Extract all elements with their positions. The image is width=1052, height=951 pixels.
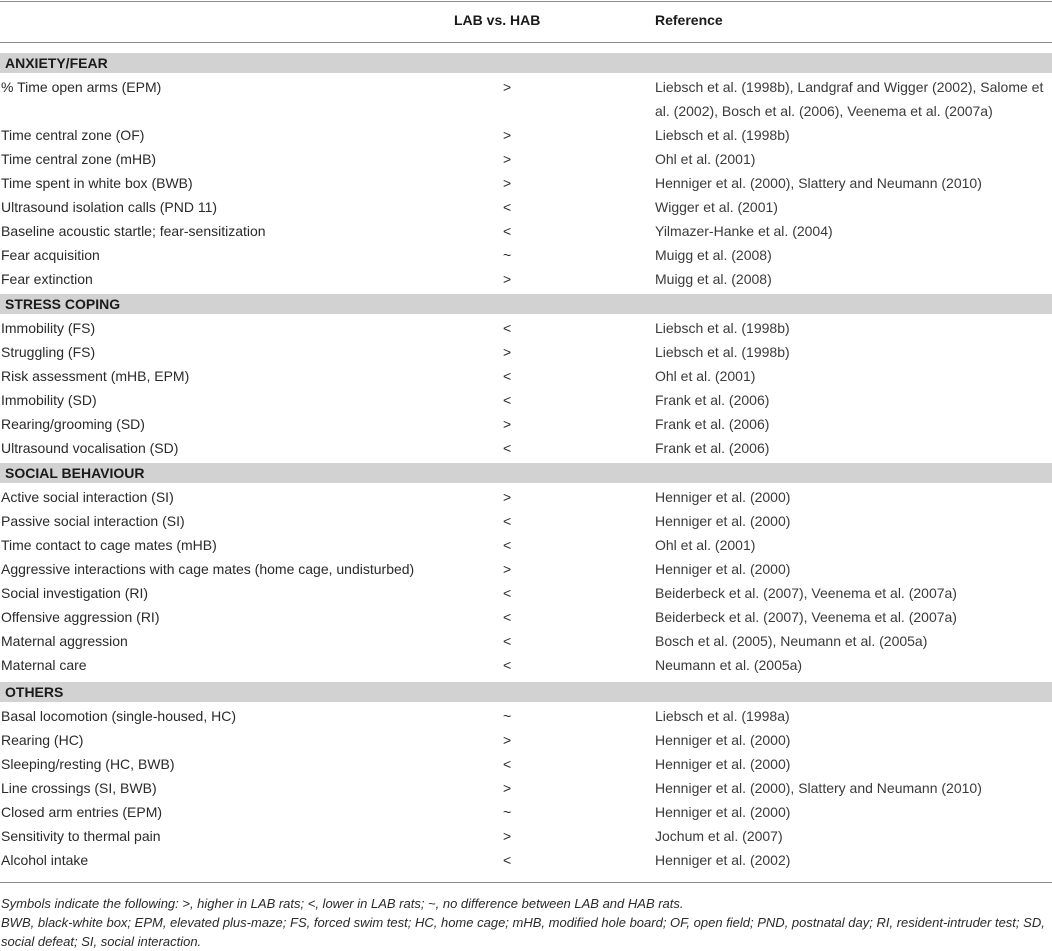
measure-cell: Alcohol intake [1, 852, 89, 868]
section-title: OTHERS [5, 684, 64, 700]
section-header [0, 682, 1052, 702]
table-row [0, 147, 1052, 171]
reference-cell: Henniger et al. (2000) [655, 513, 791, 529]
comparison-cell: ~ [503, 247, 512, 263]
comparison-cell: > [503, 416, 512, 432]
reference-cell: Wigger et al. (2001) [655, 199, 778, 215]
table-row [0, 243, 1052, 267]
section-header [0, 463, 1052, 483]
table-row [0, 605, 1052, 629]
reference-cell: Muigg et al. (2008) [655, 271, 772, 287]
reference-cell: Henniger et al. (2002) [655, 852, 791, 868]
header-rule [0, 42, 1052, 43]
table-row [0, 728, 1052, 752]
comparison-cell: < [503, 513, 512, 529]
measure-cell: Time central zone (OF) [1, 127, 145, 143]
table-row [0, 800, 1052, 824]
column-header-reference: Reference [655, 12, 723, 28]
comparison-cell: < [503, 537, 512, 553]
measure-cell: % Time open arms (EPM) [1, 79, 162, 95]
reference-cell: Muigg et al. (2008) [655, 247, 772, 263]
measure-cell: Struggling (FS) [1, 344, 96, 360]
table-row [0, 388, 1052, 412]
reference-cell: Liebsch et al. (1998b), Landgraf and Wigger (2002), Salome et al. (2002), Bosch et al. (2006), Veenema et al. (2007a) [655, 79, 1044, 119]
measure-cell: Sleeping/resting (HC, BWB) [1, 756, 175, 772]
table-row [0, 509, 1052, 533]
table-row [0, 629, 1052, 653]
reference-cell: Liebsch et al. (1998b) [655, 344, 790, 360]
comparison-cell: > [503, 732, 512, 748]
reference-cell: Henniger et al. (2000) [655, 756, 791, 772]
table-row [0, 364, 1052, 388]
comparison-cell: > [503, 828, 512, 844]
table-row [0, 704, 1052, 728]
measure-cell: Immobility (FS) [1, 320, 96, 336]
reference-cell: Ohl et al. (2001) [655, 368, 756, 384]
footnote-symbols: Symbols indicate the following: >, higher in LAB rats; <, lower in LAB rats; ~, no difference between LAB and HAB rats. [1, 896, 684, 911]
measure-cell: Aggressive interactions with cage mates (home cage, undisturbed) [1, 561, 415, 577]
reference-cell: Neumann et al. (2005a) [655, 657, 803, 673]
measure-cell: Line crossings (SI, BWB) [1, 780, 157, 796]
reference-cell: Beiderbeck et al. (2007), Veenema et al. (2007a) [655, 585, 957, 601]
reference-cell: Bosch et al. (2005), Neumann et al. (2005a) [655, 633, 928, 649]
comparison-cell: < [503, 199, 512, 215]
table-row [0, 653, 1052, 677]
reference-cell: Frank et al. (2006) [655, 440, 770, 456]
table-row [0, 752, 1052, 776]
measure-cell: Maternal aggression [1, 633, 128, 649]
reference-cell: Jochum et al. (2007) [655, 828, 783, 844]
measure-cell: Time spent in white box (BWB) [1, 175, 193, 191]
measure-cell: Fear extinction [1, 271, 93, 287]
section-header [0, 294, 1052, 314]
measure-cell: Rearing (HC) [1, 732, 84, 748]
table-row [0, 776, 1052, 800]
section-title: ANXIETY/FEAR [5, 55, 108, 71]
reference-cell: Henniger et al. (2000) [655, 804, 791, 820]
reference-cell: Liebsch et al. (1998b) [655, 320, 790, 336]
measure-cell: Time central zone (mHB) [1, 151, 157, 167]
section-header [0, 53, 1052, 73]
measure-cell: Offensive aggression (RI) [1, 609, 160, 625]
footnote-abbreviations: BWB, black-white box; EPM, elevated plus-maze; FS, forced swim test; HC, home cage; mHB, modified hole board; OF, open field; PND, postnatal day; RI, resident-intruder test; SD, social defeat; SI, social interaction. [1, 915, 1045, 949]
comparison-cell: < [503, 633, 512, 649]
measure-cell: Sensitivity to thermal pain [1, 828, 161, 844]
comparison-cell: < [503, 657, 512, 673]
table-row [0, 75, 1052, 119]
measure-cell: Basal locomotion (single-housed, HC) [1, 708, 236, 724]
top-rule [0, 1, 1052, 2]
measure-cell: Rearing/grooming (SD) [1, 416, 145, 432]
reference-cell: Liebsch et al. (1998b) [655, 127, 790, 143]
measure-cell: Social investigation (RI) [1, 585, 149, 601]
comparison-cell: < [503, 320, 512, 336]
table-row [0, 123, 1052, 147]
table-row [0, 533, 1052, 557]
reference-cell: Beiderbeck et al. (2007), Veenema et al. (2007a) [655, 609, 957, 625]
comparison-cell: ~ [503, 708, 512, 724]
reference-cell: Ohl et al. (2001) [655, 537, 756, 553]
table-row [0, 581, 1052, 605]
comparison-cell: > [503, 780, 512, 796]
table-row [0, 412, 1052, 436]
column-header-lab-vs-hab: LAB vs. HAB [454, 12, 541, 28]
comparison-cell: < [503, 368, 512, 384]
table-row [0, 557, 1052, 581]
table-row [0, 219, 1052, 243]
table-row [0, 171, 1052, 195]
comparison-cell: < [503, 440, 512, 456]
reference-cell: Frank et al. (2006) [655, 416, 770, 432]
reference-cell: Yilmazer-Hanke et al. (2004) [655, 223, 833, 239]
comparison-cell: > [503, 271, 512, 287]
reference-cell: Henniger et al. (2000), Slattery and Neumann (2010) [655, 780, 982, 796]
comparison-cell: < [503, 756, 512, 772]
comparison-cell: > [503, 175, 512, 191]
table-row [0, 340, 1052, 364]
bottom-rule [0, 882, 1052, 883]
measure-cell: Ultrasound isolation calls (PND 11) [1, 199, 218, 215]
measure-cell: Fear acquisition [1, 247, 100, 263]
table-row [0, 824, 1052, 848]
comparison-cell: > [503, 127, 512, 143]
comparison-cell: < [503, 852, 512, 868]
reference-cell: Henniger et al. (2000) [655, 489, 791, 505]
comparison-cell: < [503, 223, 512, 239]
measure-cell: Closed arm entries (EPM) [1, 804, 163, 820]
comparison-cell: > [503, 561, 512, 577]
table-row [0, 436, 1052, 460]
comparison-cell: > [503, 79, 512, 95]
table-row [0, 316, 1052, 340]
reference-cell: Liebsch et al. (1998a) [655, 708, 790, 724]
comparison-cell: > [503, 151, 512, 167]
measure-cell: Baseline acoustic startle; fear-sensitization [1, 223, 266, 239]
comparison-cell: < [503, 585, 512, 601]
comparison-cell: < [503, 609, 512, 625]
measure-cell: Time contact to cage mates (mHB) [1, 537, 217, 553]
reference-cell: Henniger et al. (2000) [655, 561, 791, 577]
table-row [0, 195, 1052, 219]
measure-cell: Maternal care [1, 657, 87, 673]
measure-cell: Risk assessment (mHB, EPM) [1, 368, 190, 384]
reference-cell: Frank et al. (2006) [655, 392, 770, 408]
table-row [0, 267, 1052, 291]
table-row [0, 485, 1052, 509]
comparison-cell: > [503, 489, 512, 505]
reference-cell: Henniger et al. (2000) [655, 732, 791, 748]
measure-cell: Active social interaction (SI) [1, 489, 174, 505]
measure-cell: Ultrasound vocalisation (SD) [1, 440, 179, 456]
comparison-cell: ~ [503, 804, 512, 820]
measure-cell: Immobility (SD) [1, 392, 97, 408]
reference-cell: Ohl et al. (2001) [655, 151, 756, 167]
section-title: SOCIAL BEHAVIOUR [5, 465, 145, 481]
table-row [0, 848, 1052, 872]
section-title: STRESS COPING [5, 296, 121, 312]
measure-cell: Passive social interaction (SI) [1, 513, 185, 529]
reference-cell: Henniger et al. (2000), Slattery and Neumann (2010) [655, 175, 982, 191]
comparison-cell: > [503, 344, 512, 360]
comparison-cell: < [503, 392, 512, 408]
